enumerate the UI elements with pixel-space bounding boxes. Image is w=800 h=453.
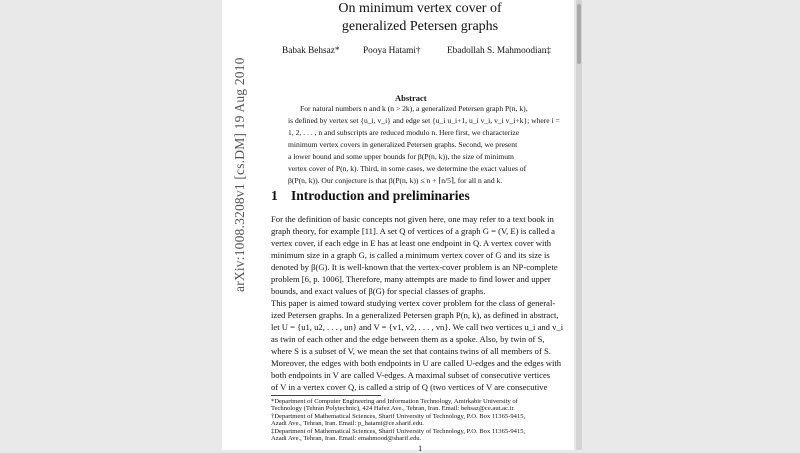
abstract-line: β(P(n, k)). Our conjecture is that β(P(n, k)) ≤ n + ⌈n/5⌉, for all n and k.	[288, 176, 503, 185]
body-line: of V in a vertex cover Q, is called a strip of Q (two vertices of V are consecutive	[271, 382, 548, 392]
abstract-line: 1, 2, . . . , n and subscripts are reduced modulo n. Here first, we characterize	[288, 128, 520, 137]
footnote-line: Technology (Tehran Polytechnic), 424 Hafez Ave., Tehran, Iran. Email: behsaz@ce.aut.ac.ir.	[271, 405, 515, 412]
body-line: minimum size in a graph G, is called a minimum vertex cover of G and its size is	[271, 250, 550, 260]
footnote-line: *Department of Computer Engineering and Information Technology, Amirkabir University of	[271, 398, 518, 405]
body-line: vertex cover, if each edge in E has at least one endpoint in Q. A vertex cover with	[271, 238, 552, 248]
abstract-line: is defined by vertex set {u_i, v_i} and edge set {u_i u_i+1, u_i v_i, v_i v_i+k}; where i =	[288, 116, 560, 125]
body-line: both endpoints in V are called V-edges. A maximal subset of consecutive vertices	[271, 370, 551, 380]
author-name: Ebadollah S. Mahmoodian‡	[447, 46, 552, 56]
title-line: On minimum vertex cover of	[338, 1, 502, 16]
body-line: denoted by β(G). It is well-known that the vertex-cover problem is an NP-complete	[271, 262, 558, 272]
author-name: Babak Behsaz*	[282, 46, 340, 56]
abstract-line: For natural numbers n and k (n > 2k), a generalized Petersen graph P(n, k),	[300, 104, 528, 113]
arxiv-stamp	[232, 42, 250, 292]
abstract-heading: Abstract	[395, 93, 427, 103]
section-heading	[271, 188, 470, 204]
scrollbar-thumb[interactable]	[577, 4, 581, 64]
body-line: as twin of each other and the edge between them as a spoke. Also, by twin of S,	[271, 334, 545, 344]
scrollbar-track[interactable]	[576, 0, 582, 450]
abstract-line: vertex cover of P(n, k). Third, in some cases, we determine the exact values of	[288, 164, 527, 173]
section-number: 1	[271, 188, 278, 203]
arxiv-stamp-text: arXiv:1008.3208v1 [cs.DM] 19 Aug 2010	[232, 57, 247, 292]
body-line: problem [6, p. 1006]. Therefore, many attempts are made to find lower and upper	[271, 274, 551, 284]
footnote-line: Azadi Ave., Tehran, Iran. Email: emahmood@sharif.edu.	[271, 435, 422, 442]
body-line: where S is a subset of V, we mean the set that contains twins of all members of S.	[271, 346, 551, 356]
abstract-line: minimum vertex covers in generalized Petersen graphs. Second, we present	[288, 140, 518, 149]
abstract-line: a lower bound and some upper bounds for β(P(n, k)), the size of minimum	[288, 152, 514, 161]
page-number: 1	[418, 443, 423, 453]
author-name: Pooya Hatami†	[363, 46, 421, 56]
body-line: bounds, and exact values of β(G) for special classes of graphs.	[271, 286, 486, 296]
footnote-line: †Department of Mathematical Sciences, Sharif University of Technology, P.O. Box 11365-9415,	[271, 413, 526, 420]
section-title: Introduction and preliminaries	[291, 188, 470, 203]
body-line: graph theory, for example [11]. A set Q of vertices of a graph G = (V, E) is called a	[271, 226, 555, 236]
footnote-rule	[271, 395, 381, 396]
body-line: Moreover, the edges with both endpoints in U are called U-edges and the edges with	[271, 358, 562, 368]
body-line: let U = {u1, u2, . . . , un} and V = {v1, v2, . . . , vn}. We call two vertices u_i and v_i	[271, 322, 564, 332]
title-line: generalized Petersen graphs	[341, 19, 499, 34]
footnote-line: Azadi Ave., Tehran, Iran. Email: p_hatami@ce.sharif.edu.	[271, 420, 424, 427]
body-line: ized Petersen graphs. In a generalized Petersen graph P(n, k), as defined in abstract,	[271, 310, 559, 320]
body-line: This paper is aimed toward studying vertex cover problem for the class of general-	[271, 298, 556, 308]
footnote-line: ‡Department of Mathematical Sciences, Sharif University of Technology, P.O. Box 11365-9415,	[271, 428, 526, 435]
paper-title	[300, 0, 540, 36]
body-line: For the definition of basic concepts not given here, one may refer to a text book in	[271, 214, 554, 224]
